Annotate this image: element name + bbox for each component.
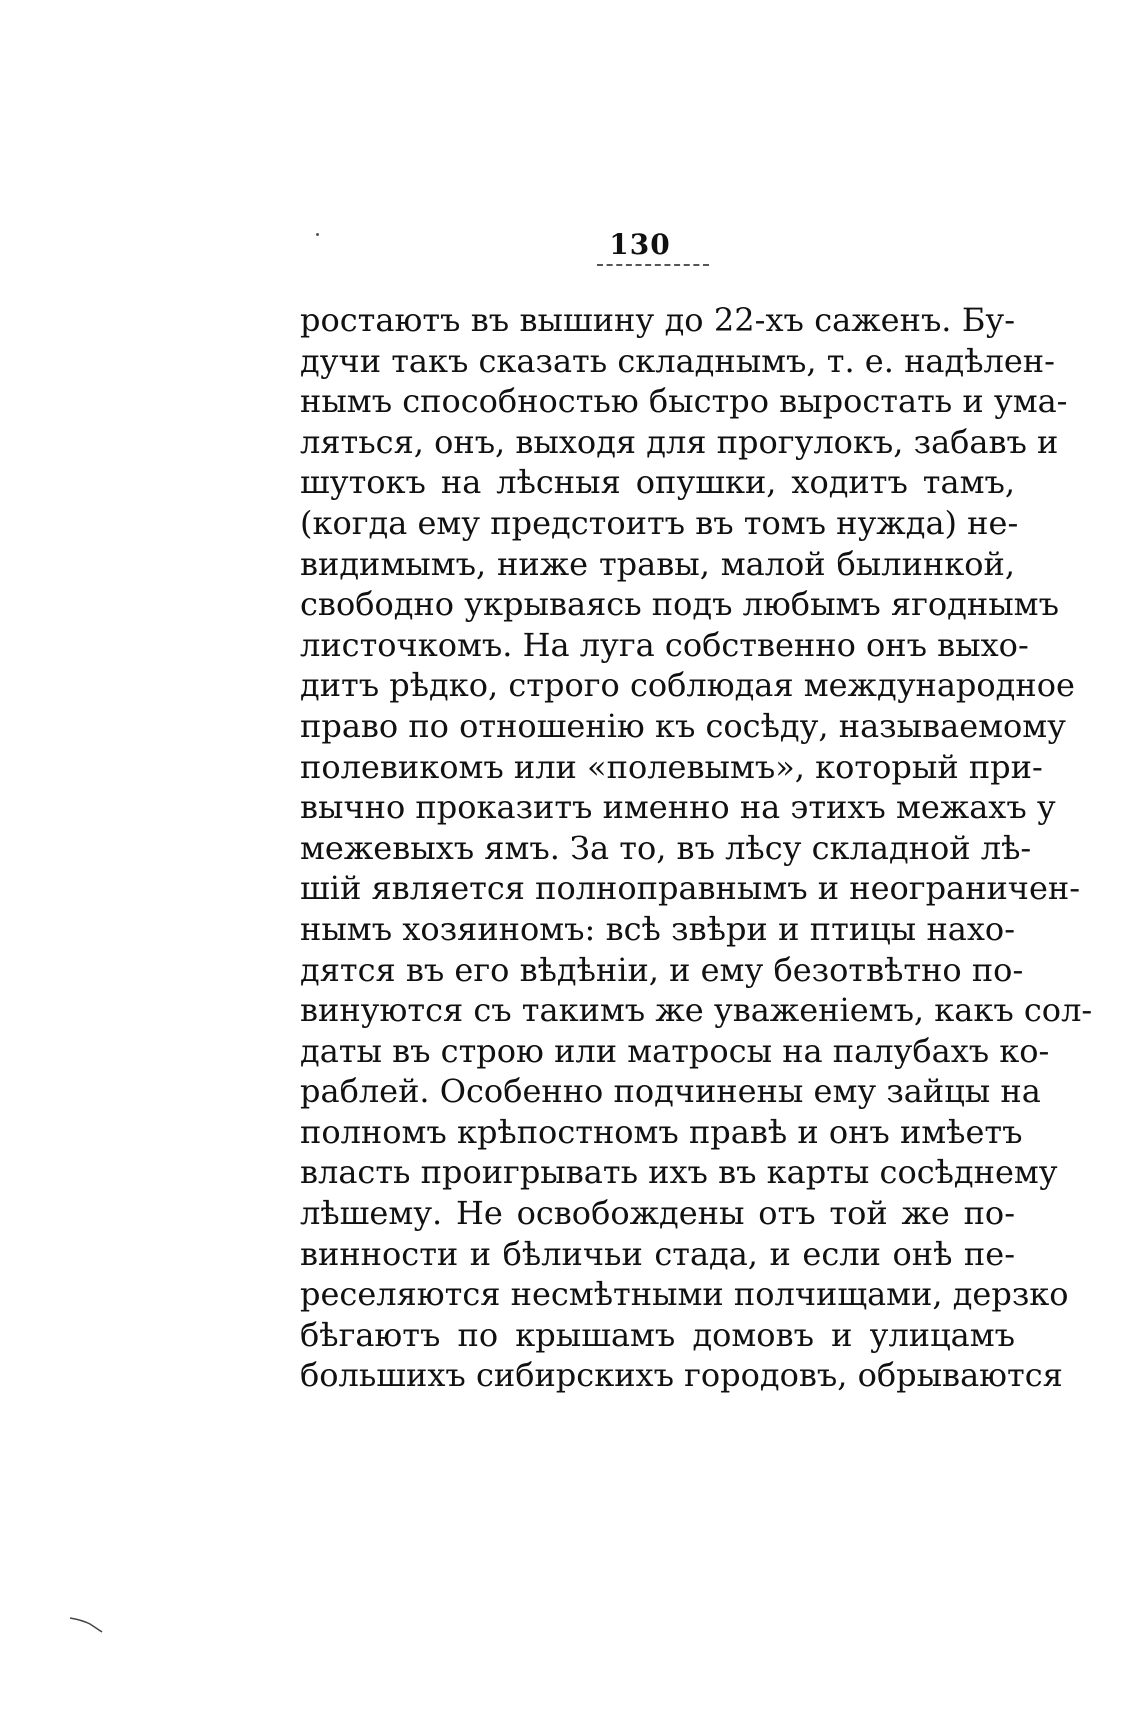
text-line: дятся въ его вѣдѣніи, и ему безотвѣтно по- [300, 950, 1024, 989]
body-text [300, 300, 1093, 1396]
stray-pen-mark [68, 1614, 108, 1634]
text-line: право по отношенію къ сосѣду, называемому [300, 706, 1066, 745]
text-line: винности и бѣличьи стада, и если онѣ пе- [300, 1234, 1015, 1273]
page-number-rule [597, 264, 709, 266]
text-line: межевыхъ ямъ. За то, въ лѣсу складной лѣ- [300, 828, 1032, 867]
text-line: шій является полноправнымъ и неограничен- [300, 869, 1081, 908]
text-line: дучи такъ сказать складнымъ, т. е. надѣлен- [300, 341, 1055, 380]
text-line: листочкомъ. На луга собственно онъ выхо- [300, 625, 1029, 664]
text-line: нымъ способностью быстро выростать и ума- [300, 382, 1068, 421]
text-line: нымъ хозяиномъ: всѣ звѣри и птицы нахо- [300, 909, 1015, 948]
text-line: реселяются несмѣтными полчищами, дерзко [300, 1275, 1069, 1314]
text-line: винуются съ такимъ же уваженіемъ, какъ сол- [300, 991, 1093, 1030]
text-line: (когда ему предстоитъ въ томъ нужда) не- [300, 503, 1019, 542]
text-line: свободно укрываясь подъ любымъ ягоднымъ [300, 585, 1059, 624]
ink-speck [316, 233, 319, 236]
page-number: 130 [609, 228, 671, 261]
text-line: даты въ строю или матросы на палубахъ ко- [300, 1031, 1050, 1070]
text-line: полевикомъ или «полевымъ», который при- [300, 747, 1043, 786]
text-line: вычно проказитъ именно на этихъ межахъ у [300, 788, 1056, 827]
text-line: ростаютъ въ вышину до 22-хъ саженъ. Бу- [300, 301, 1015, 339]
text-line: бѣгаютъ по крышамъ домовъ и улицамъ [300, 1315, 1015, 1354]
text-line: ляться, онъ, выходя для прогулокъ, забавъ и [300, 422, 1059, 461]
text-line: дитъ рѣдко, строго соблюдая международное [300, 666, 1075, 705]
text-line: раблей. Особенно подчинены ему зайцы на [300, 1072, 1041, 1111]
text-line: лѣшему. Не освобождены отъ той же по- [300, 1194, 1015, 1233]
text-line: большихъ сибирскихъ городовъ, обрываются [300, 1356, 1063, 1395]
text-line: видимымъ, ниже травы, малой былинкой, [300, 544, 1015, 583]
text-line: власть проигрывать ихъ въ карты сосѣднему [300, 1153, 1058, 1192]
text-line: полномъ крѣпостномъ правѣ и онъ имѣетъ [300, 1112, 1023, 1151]
text-line: шутокъ на лѣсныя опушки, ходитъ тамъ, [300, 463, 1015, 502]
